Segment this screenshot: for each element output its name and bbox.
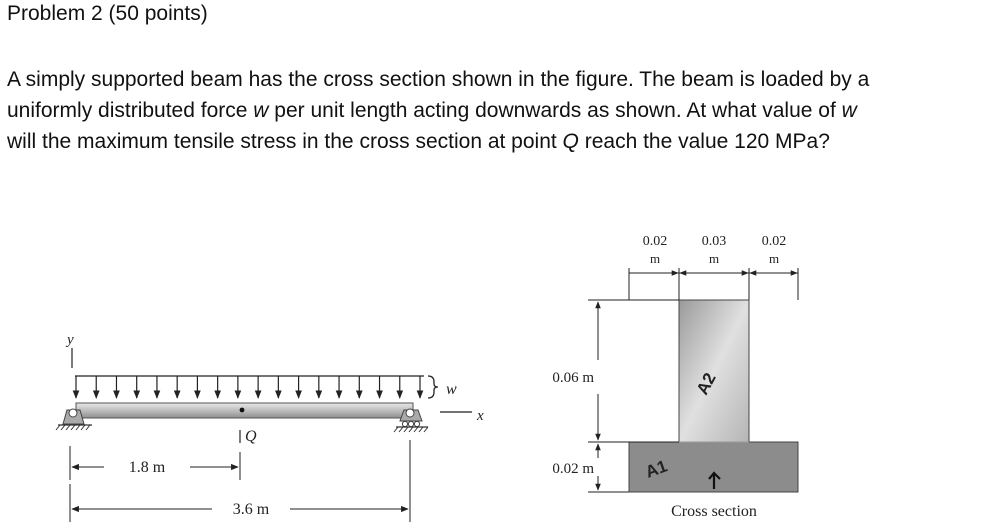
upper-dim-label: 0.06 m [552, 370, 594, 386]
load-arrows [76, 376, 420, 398]
text-run: will the maximum tensile stress in the cross section at point [7, 130, 563, 153]
top-dim-3-unit: m [768, 251, 780, 266]
cross-section-caption: Cross section [671, 503, 757, 520]
variable-symbol: w [253, 99, 269, 122]
load-brace [428, 376, 438, 398]
label-a1: A1 [642, 456, 670, 482]
load-label: w [446, 381, 457, 398]
problem-title: Problem 2 (50 points) [7, 2, 208, 25]
dim-full-label: 3.6 m [232, 501, 270, 518]
cross-section-diagram [552, 234, 798, 520]
x-axis-label: x [477, 408, 484, 424]
y-axis-label: y [67, 332, 74, 348]
text-run: A simply supported beam has the cross section shown in the figure. The beam is loaded by a [7, 68, 870, 91]
text-run: per unit length acting downwards as shown. At what value of [268, 99, 842, 122]
label-a2: A2 [692, 369, 720, 398]
text-run: uniformly distributed force [7, 99, 254, 122]
dim-half-label: 1.8 m [128, 459, 166, 476]
variable-symbol: Q [562, 130, 579, 153]
top-dim-3-value: 0.02 [761, 234, 787, 249]
top-dim-2-value: 0.03 [701, 234, 727, 249]
upper-web-a2 [679, 300, 749, 442]
point-q-label: Q [245, 428, 257, 445]
point-q-marker [240, 408, 245, 413]
top-dim-1-unit: m [649, 251, 661, 266]
text-run: reach the value 120 MPa? [578, 130, 830, 153]
top-dim-2-unit: m [708, 251, 720, 266]
variable-symbol: w [841, 99, 857, 122]
top-dim-1-value: 0.02 [642, 234, 668, 249]
lower-dim-label: 0.02 m [552, 461, 594, 477]
beam [76, 403, 413, 418]
beam-diagram [56, 332, 484, 522]
